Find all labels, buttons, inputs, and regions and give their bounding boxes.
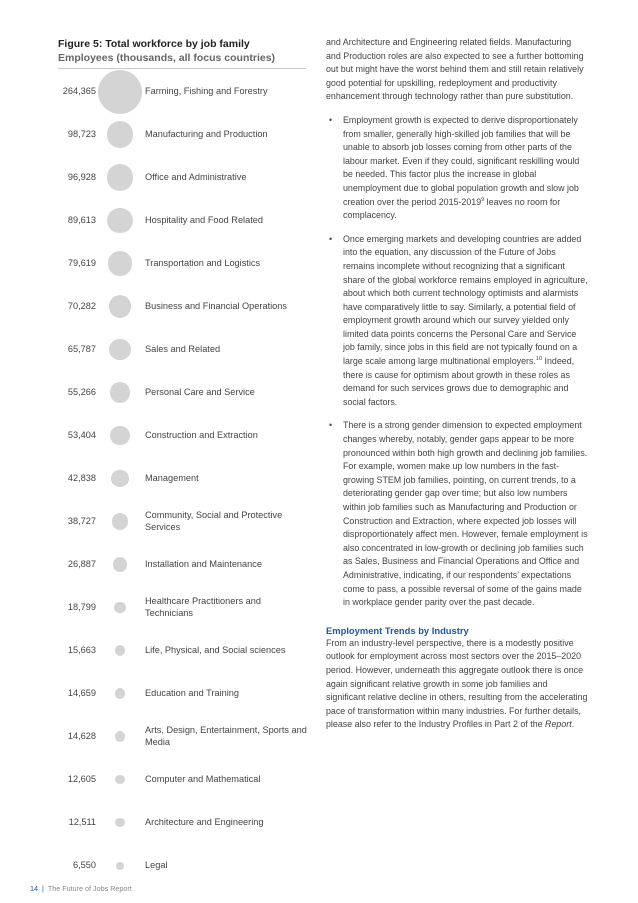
chart-row [0, 586, 310, 628]
figure-subtitle: Employees (thousands, all focus countries) [58, 52, 276, 64]
value-label: 89,613 [67, 215, 96, 225]
category-label: Life, Physical, and Social sciences [145, 645, 286, 655]
bubble-mark [109, 295, 132, 318]
bubble-mark [116, 862, 124, 870]
value-label: 14,628 [67, 731, 96, 741]
bullet-item [326, 419, 588, 609]
page-number: 14 [30, 884, 38, 893]
figure-divider [58, 68, 306, 69]
chart-row [0, 629, 310, 671]
value-label: 18,799 [67, 602, 96, 612]
value-label: 98,723 [67, 129, 96, 139]
bullet-marker: • [329, 233, 333, 244]
bubble-mark [112, 513, 129, 530]
category-label: Community, Social and Protective Services [145, 510, 283, 532]
report-title-emphasis: Report [545, 719, 572, 730]
category-label: Education and Training [145, 688, 239, 698]
bubble-mark [115, 775, 125, 785]
bullet-item [326, 114, 588, 223]
chart-row [0, 844, 310, 886]
category-label: Legal [145, 860, 168, 870]
value-label: 42,838 [67, 473, 96, 483]
category-label: Farming, Fishing and Forestry [145, 86, 268, 96]
value-label: 38,727 [67, 516, 96, 526]
value-label: 79,619 [67, 258, 96, 268]
bullet-text: Employment growth is expected to derive disproportionately from smaller, generally high-skilled job families that will be unable to absorb job losses coming from other parts of the labour market. Even if they could, significant reskilling would be needed. This factor plus the increase in global unemployment due to global population growth and slow job creation over the period 2015-2019$^9$ leaves no room for complacency. [343, 114, 580, 221]
bubble-mark [111, 470, 129, 488]
bubble-mark [110, 382, 130, 402]
value-label: 53,404 [67, 430, 96, 440]
category-label: Arts, Design, Entertainment, Sports and Media [145, 725, 307, 747]
chart-row [0, 285, 310, 327]
value-label: 26,887 [67, 559, 96, 569]
report-name: The Future of Jobs Report [47, 884, 132, 893]
category-label: Business and Financial Operations [145, 301, 287, 311]
chart-row [0, 242, 310, 284]
value-label: 12,605 [67, 774, 96, 784]
bubble-chart [0, 70, 310, 875]
bullet-item [326, 233, 588, 410]
footnote-ref: 10 [535, 356, 543, 363]
category-label: Office and Administrative [145, 172, 247, 182]
category-label: Sales and Related [145, 344, 221, 354]
chart-row [0, 715, 310, 757]
value-label: 65,787 [67, 344, 96, 354]
value-label: 14,659 [67, 688, 96, 698]
value-label: 15,663 [67, 645, 96, 655]
bubble-mark [115, 818, 125, 828]
category-label: Healthcare Practitioners and Technicians [145, 596, 261, 618]
chart-row [0, 113, 310, 155]
category-label: Construction and Extraction [145, 430, 258, 440]
value-label: 96,928 [67, 172, 96, 182]
bubble-mark [98, 70, 142, 114]
chart-row [0, 414, 310, 456]
category-label: Personal Care and Service [145, 387, 255, 397]
value-label: 264,365 [62, 86, 96, 96]
category-label: Management [145, 473, 199, 483]
chart-row [0, 328, 310, 370]
chart-row [0, 758, 310, 800]
bullet-marker: • [329, 114, 333, 125]
bullet-marker: • [329, 420, 333, 431]
chart-row [0, 801, 310, 843]
chart-row [0, 70, 310, 112]
category-label: Installation and Maintenance [145, 559, 262, 569]
bubble-mark [107, 121, 134, 148]
bubble-mark [114, 602, 126, 614]
value-label: 55,266 [67, 387, 96, 397]
bubble-mark [115, 731, 125, 741]
page-footer [30, 884, 132, 893]
value-label: 12,511 [68, 817, 96, 827]
chart-row [0, 371, 310, 413]
chart-row [0, 457, 310, 499]
chart-row [0, 199, 310, 241]
bubble-mark [110, 426, 130, 446]
bubble-mark [107, 208, 133, 234]
chart-row [0, 543, 310, 585]
footer-separator: | [42, 884, 44, 893]
bubble-mark [113, 557, 127, 571]
footnote-ref: 9 [481, 196, 485, 203]
bubble-mark [115, 645, 126, 656]
figure-title: Figure 5: Total workforce by job family [58, 38, 250, 50]
section-body: From an industry-level perspective, there is a modestly positive outlook for employment across most sectors over the 2015–2020 period. However, underneath this aggregate outlook there is once again significant relative growth in some job families and significant relative decline in others, resulting from the accelerating pace of transformation within many industries. For further details, please also refer to the Industry Profiles in Part 2 of the Report. [326, 637, 588, 730]
right-column [326, 36, 588, 732]
bubble-mark [115, 688, 125, 698]
category-label: Manufacturing and Production [145, 129, 268, 139]
category-label: Computer and Mathematical [145, 774, 261, 784]
category-label: Hospitality and Food Related [145, 215, 263, 225]
bullet-text: Once emerging markets and developing countries are added into the equation, any discussion of the Future of Jobs remains incomplete without recognizing that a significant share of the global workforce remains employed in agriculture, about which both current technology optimists and alarmists have comparatively little to say. Similarly, a potential field of employment growth around which our survey yielded only limited data points concerns the Personal Care and Service job family, since jobs in this field are not typically found on a large scale among large multinational employers.$^{10}$ Indeed, there is cause for optimism about growth in these roles as demand for such services grows due to demographic and social factors. [343, 233, 588, 407]
bubble-mark [107, 164, 134, 191]
bubble-mark [109, 339, 131, 361]
chart-row [0, 672, 310, 714]
chart-row [0, 156, 310, 198]
bubble-mark [108, 251, 132, 275]
value-label: 6,550 [73, 860, 96, 870]
section-heading: Employment Trends by Industry [326, 624, 469, 636]
intro-paragraph: and Architecture and Engineering related fields. Manufacturing and Production roles are also expected to see a further bottoming out but might have the worst behind them and still retain relatively good potential for upskilling, redeployment and productivity enhancement through technology rather than pure substitution. [326, 37, 584, 102]
category-label: Transportation and Logistics [145, 258, 261, 268]
category-label: Architecture and Engineering [145, 817, 264, 827]
chart-row [0, 500, 310, 542]
value-label: 70,282 [67, 301, 96, 311]
bullet-text: There is a strong gender dimension to expected employment changes whereby, notably, gender gaps appear to be more pronounced within both high growth and declining job families. For example, women make up low numbers in the fast-growing STEM job families, pointing, on current trends, to a deteriorating gender gap over time; but also low numbers within job families such as Manufacturing and Production or Construction and Extraction, where expected job losses will disproportionately affect men. However, female employment is also concentrated in low-growth or declining job families such as Sales, Business and Financial Operations and Office and Administrative, indicating, if our respondents’ expectations come to pass, a possible reversal of some of the gains made in workplace gender parity over the past decade. [343, 420, 588, 608]
